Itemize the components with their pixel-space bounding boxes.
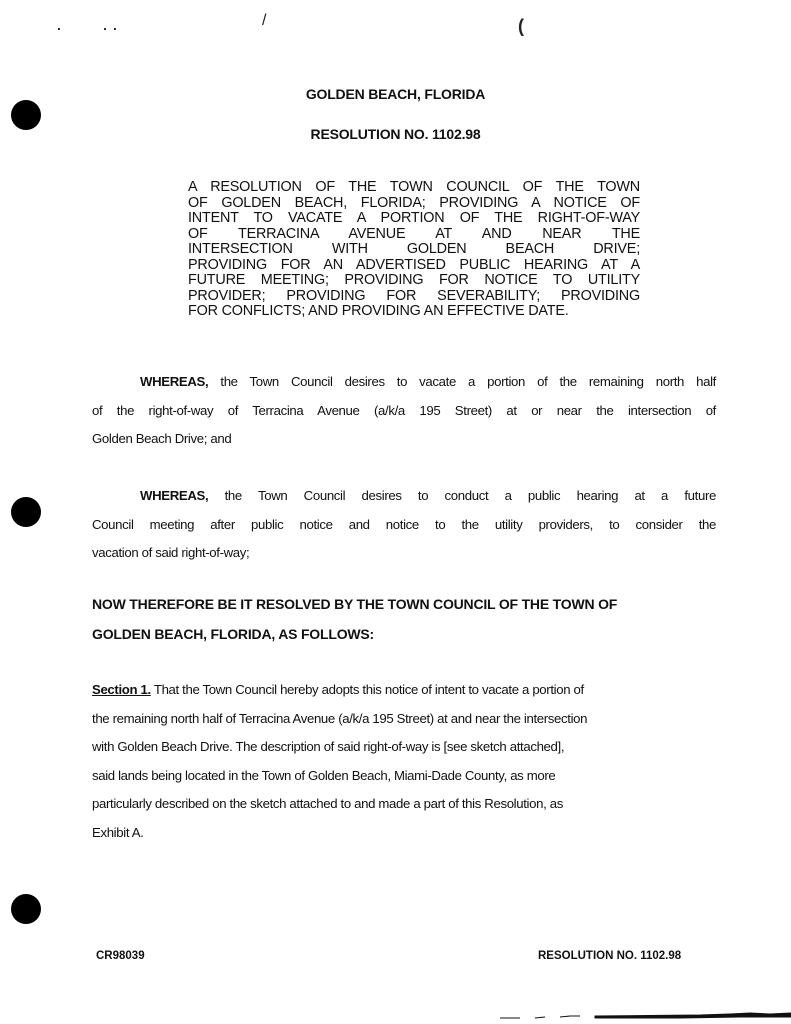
scan-artifact-dots — [58, 28, 60, 30]
whereas-text: the Town Council desires to vacate a portion of the remaining north half — [208, 374, 716, 389]
whereas-text: the Town Council desires to conduct a public hearing at a future — [208, 488, 716, 503]
caption-line: FUTURE MEETING; PROVIDING FOR NOTICE TO UTILITY — [188, 272, 640, 288]
section-1 — [92, 676, 716, 847]
caption-line: PROVIDER; PROVIDING FOR SEVERABILITY; PROVIDING — [188, 287, 640, 304]
resolved-line: NOW THEREFORE BE IT RESOLVED BY THE TOWN COUNCIL OF THE TOWN OF — [92, 596, 618, 612]
caption-line: INTENT TO VACATE A PORTION OF THE RIGHT-OF-WAY — [188, 210, 640, 226]
caption-line: OF GOLDEN BEACH, FLORIDA; PROVIDING A NOTICE OF — [188, 194, 640, 211]
whereas-text: Golden Beach Drive; and — [92, 431, 232, 446]
whereas-clause-2 — [92, 482, 716, 568]
whereas-text: vacation of said right-of-way; — [92, 545, 250, 560]
resolved-clause — [92, 589, 732, 649]
whereas-text: of the right-of-way of Terracina Avenue (a/k/a 195 Street) at or near the intersection of — [92, 402, 716, 418]
punch-hole-bottom — [11, 894, 41, 924]
whereas-clause-1 — [92, 368, 716, 454]
caption-line: A RESOLUTION OF THE TOWN COUNCIL OF THE TOWN — [188, 179, 640, 195]
section-text: That the Town Council hereby adopts this notice of intent to vacate a portion of — [150, 682, 584, 697]
whereas-lead: WHEREAS, — [140, 374, 209, 389]
footer-resolution-number: RESOLUTION NO. 1102.98 — [538, 950, 682, 962]
section-heading: Section 1. — [92, 682, 151, 697]
section-text: particularly described on the sketch attached to and made a part of this Resolution, as — [92, 796, 563, 811]
section-text: with Golden Beach Drive. The description of said right-of-way is [see sketch attached], — [92, 739, 565, 754]
town-heading: GOLDEN BEACH, FLORIDA — [305, 86, 486, 102]
whereas-lead: WHEREAS, — [140, 488, 209, 503]
scan-artifact-mark: / — [262, 12, 267, 29]
caption-line: INTERSECTION WITH GOLDEN BEACH DRIVE; — [188, 241, 640, 257]
section-text: Exhibit A. — [92, 824, 144, 840]
resolved-line: GOLDEN BEACH, FLORIDA, AS FOLLOWS: — [92, 626, 374, 642]
resolution-number-heading: RESOLUTION NO. 1102.98 — [310, 126, 481, 142]
resolution-caption — [188, 180, 640, 320]
footer-document-code: CR98039 — [96, 950, 145, 962]
caption-line: FOR CONFLICTS; AND PROVIDING AN EFFECTIVE DATE. — [188, 303, 569, 319]
caption-line: PROVIDING FOR AN ADVERTISED PUBLIC HEARING AT A — [188, 256, 640, 273]
whereas-text: Council meeting after public notice and notice to the utility providers, to consider the — [92, 516, 716, 532]
caption-line: OF TERRACINA AVENUE AT AND NEAR THE — [188, 225, 640, 242]
scan-artifact-mark: ( — [518, 16, 524, 36]
section-text: said lands being located in the Town of Golden Beach, Miami-Dade County, as more — [92, 767, 556, 783]
punch-hole-middle — [11, 497, 41, 527]
scan-artifact-dots — [114, 28, 116, 30]
scan-artifact-edge — [500, 1008, 791, 1024]
section-text: the remaining north half of Terracina Avenue (a/k/a 195 Street) at and near the intersection — [92, 710, 588, 726]
scan-artifact-dots — [104, 28, 106, 30]
